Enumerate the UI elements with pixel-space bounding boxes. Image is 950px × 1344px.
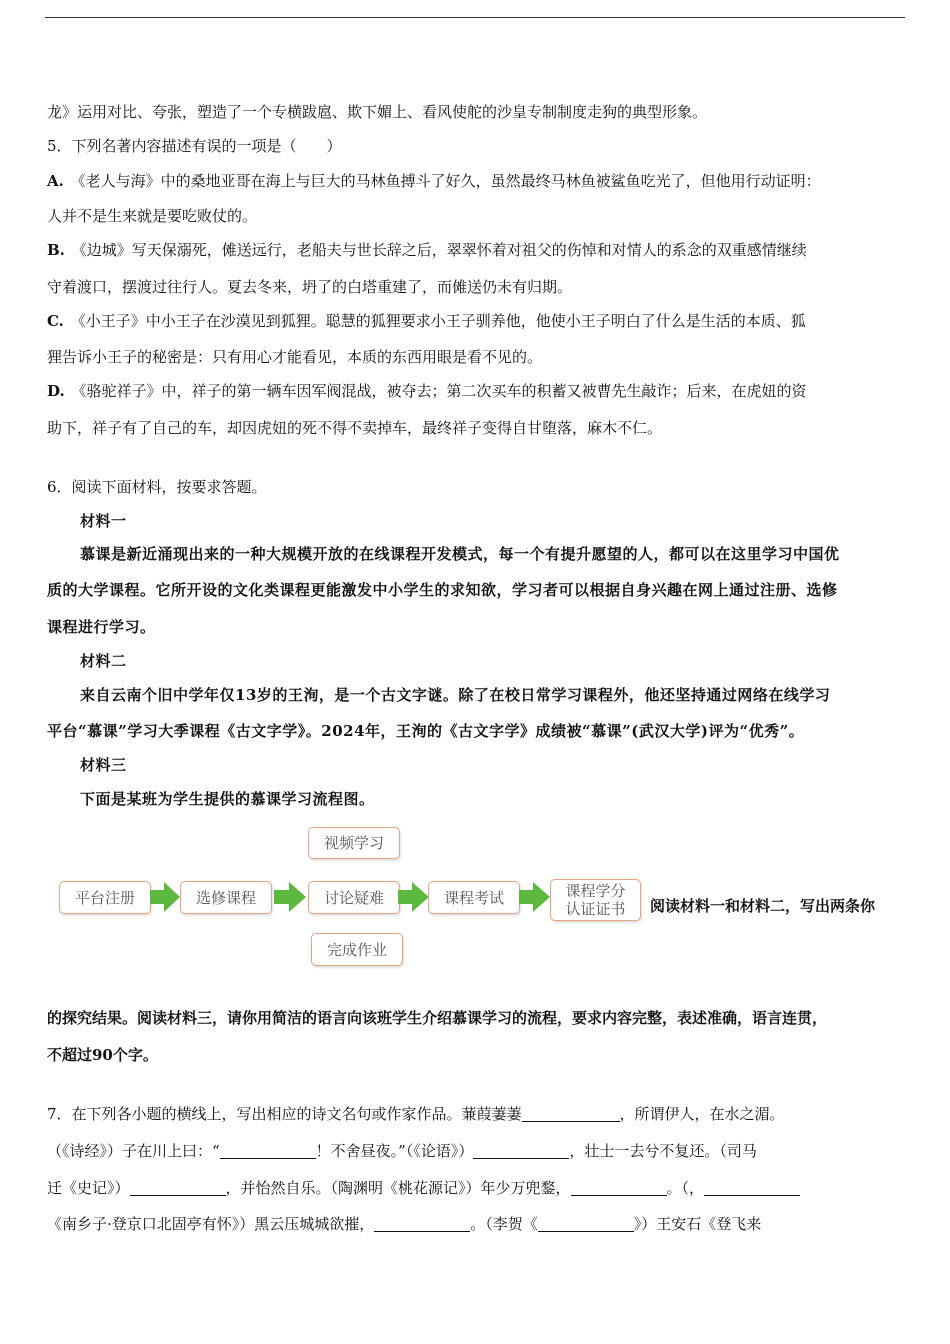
flow-arrow-icon	[398, 880, 429, 914]
previous-question-tail: 龙》运用对比、夸张，塑造了一个专横跋扈、欺下媚上、看风使舵的沙皇专制制度走狗的典型形象。	[47, 103, 708, 121]
flow-arrow-icon	[274, 880, 306, 914]
q5-option-a	[47, 171, 821, 191]
q5-option-b	[47, 240, 807, 260]
material-one-line: 质的大学课程。它所开设的文化类课程更能激发中小学生的求知欲，学习者可以根据自身兴趣在网上通过注册、选修	[47, 581, 838, 599]
material-three-line: 下面是某班为学生提供的慕课学习流程图。	[80, 790, 375, 808]
flow-step-certificate	[550, 879, 641, 921]
material-two-line: 平台“慕课”学习大季课程《古文字学》。2024年，王洵的《古文字学》成绩被“慕课”(武汉大学)评为“优秀”。	[47, 722, 805, 740]
flow-step-homework: 完成作业	[311, 933, 403, 966]
answer-blank[interactable]	[538, 1215, 634, 1232]
option-text: 《骆驼祥子》中，祥子的第一辆车因军阀混战，被夺去；第二次买车的积蓄又被曹先生敲诈；后来，在虎妞的资	[71, 382, 807, 400]
flow-arrow-icon	[519, 880, 550, 914]
material-three-title: 材料三	[80, 756, 127, 774]
option-label: B.	[47, 241, 65, 259]
flow-step-certificate-line: 认证证书	[565, 900, 626, 918]
q7-text: ！不舍昼夜。”（《论语》）	[315, 1142, 474, 1160]
q7-text: ，并怡然自乐。（陶渊明《桃花源记》）年少万兜鍪，	[225, 1179, 571, 1197]
q7-text: 。（，	[666, 1179, 705, 1197]
option-label: D.	[47, 382, 65, 400]
q7-text: 《南乡子·登京口北固亭有怀》）黑云压城城欲摧，	[47, 1215, 375, 1233]
q5-option-d	[47, 381, 807, 401]
material-one-title: 材料一	[80, 512, 127, 530]
q5-option-a-cont: 人并不是生来就是要吃败仗的。	[47, 207, 258, 225]
q7-line-4	[47, 1214, 761, 1234]
q7-text: 7．在下列各小题的横线上，写出相应的诗文名句或作家作品。蒹葭萋萋	[47, 1105, 522, 1123]
option-label: A.	[47, 172, 64, 190]
q6-stem: 6．阅读下面材料，按要求答题。	[47, 478, 267, 496]
flow-step-discuss: 讨论疑难	[308, 881, 400, 914]
q6-task-line: 不超过90个字。	[47, 1046, 158, 1064]
option-label: C.	[47, 312, 64, 330]
q7-line-3	[47, 1178, 800, 1198]
answer-blank[interactable]	[522, 1105, 620, 1122]
q7-text: 。（李贺《	[470, 1215, 538, 1233]
material-two-title: 材料二	[80, 652, 127, 670]
q7-text: （《诗经》）子在川上曰：“	[47, 1142, 220, 1160]
answer-blank[interactable]	[130, 1179, 226, 1196]
flow-step-select-course: 选修课程	[180, 881, 272, 914]
answer-blank[interactable]	[473, 1142, 569, 1159]
answer-blank[interactable]	[220, 1142, 316, 1159]
material-one-line: 慕课是新近涌现出来的一种大规模开放的在线课程开发模式，每一个有提升愿望的人，都可以在这里学习中国优	[80, 545, 840, 563]
flow-step-video: 视频学习	[308, 827, 400, 859]
flow-arrow-icon	[150, 880, 180, 914]
material-one-line: 课程进行学习。	[47, 618, 156, 636]
answer-blank[interactable]	[704, 1179, 800, 1196]
answer-blank[interactable]	[374, 1215, 470, 1232]
flow-step-exam: 课程考试	[428, 881, 520, 914]
q7-text: ，壮士一去兮不复还。（司马	[569, 1142, 757, 1160]
q7-text: ，所谓伊人，在水之湄。	[619, 1105, 785, 1123]
q7-text: 迁《史记》）	[47, 1179, 130, 1197]
q5-option-d-cont: 助下，祥子有了自己的车，却因虎妞的死不得不卖掉车，最终祥子变得自甘堕落，麻木不仁。	[47, 419, 663, 437]
flow-step-certificate-line: 课程学分	[565, 882, 626, 900]
q5-option-c	[47, 311, 806, 331]
header-rule	[45, 17, 905, 18]
q6-task-start: 阅读材料一和材料二，写出两条你	[650, 897, 876, 915]
option-text: 《老人与海》中的桑地亚哥在海上与巨大的马林鱼搏斗了好久，虽然最终马林鱼被鲨鱼吃光了，但他用行动证明：	[70, 172, 821, 190]
q5-option-c-cont: 狸告诉小王子的秘密是：只有用心才能看见，本质的东西用眼是看不见的。	[47, 348, 543, 366]
q7-line-1	[47, 1104, 785, 1124]
answer-blank[interactable]	[571, 1179, 667, 1196]
q5-option-b-cont: 守着渡口，摆渡过往行人。夏去冬来，坍了的白塔重建了，而傩送仍未有归期。	[47, 278, 573, 296]
q5-stem: 5．下列名著内容描述有误的一项是（ ）	[47, 137, 342, 155]
option-text: 《小王子》中小王子在沙漠见到狐狸。聪慧的狐狸要求小王子驯养他，他使小王子明白了什么是生活的本质、狐	[70, 312, 806, 330]
q7-text: 》）王安石《登飞来	[633, 1215, 762, 1233]
q7-line-2	[47, 1141, 757, 1161]
q6-task-line: 的探究结果。阅读材料三，请你用简洁的语言向该班学生介绍慕课学习的流程，要求内容完整，表述准确，语言连贯，	[47, 1009, 828, 1027]
flow-step-register: 平台注册	[59, 881, 151, 914]
material-two-line: 来自云南个旧中学年仅13岁的王洵，是一个古文字谜。除了在校日常学习课程外，他还坚持通过网络在线学习	[80, 686, 831, 704]
option-text: 《边城》写天保溺死，傩送远行，老船夫与世长辞之后，翠翠怀着对祖父的伤悼和对情人的系念的双重感情继续	[71, 241, 807, 259]
